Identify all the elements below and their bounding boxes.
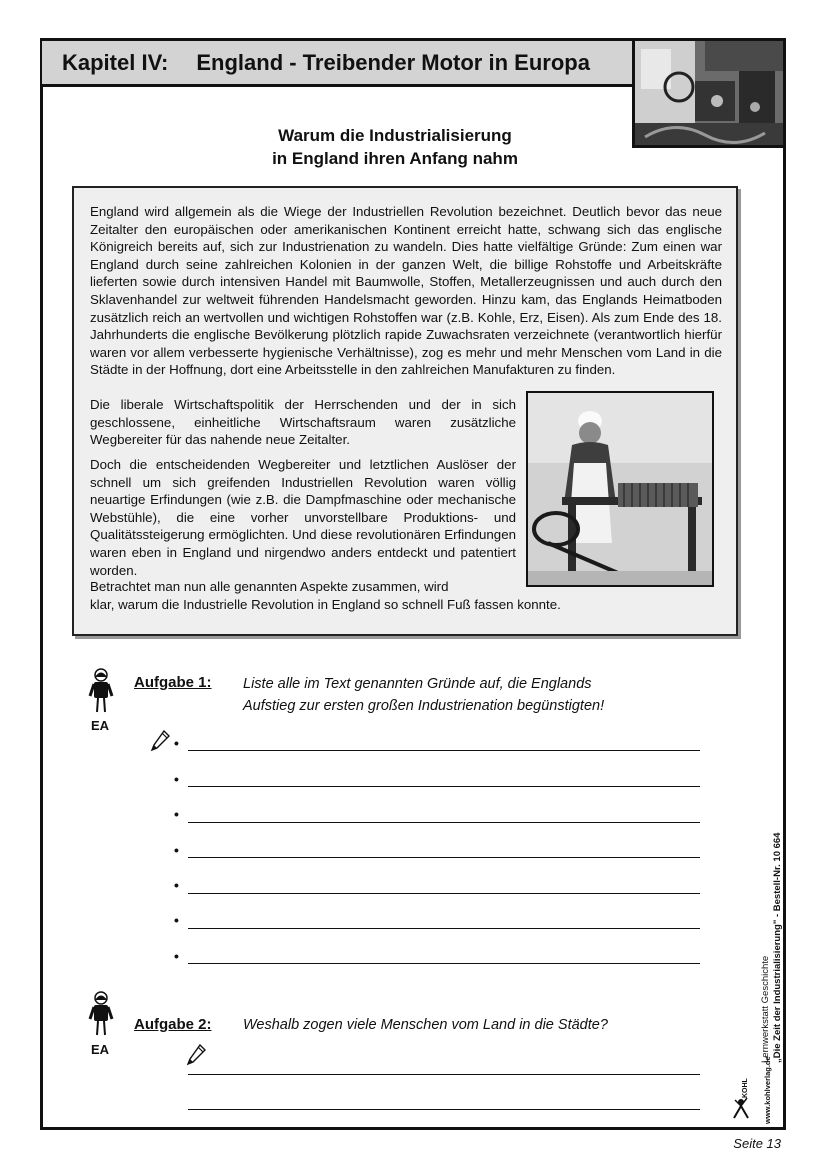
factory-illustration	[635, 41, 783, 145]
bullet-3: •	[174, 806, 179, 822]
bullet-5: •	[174, 877, 179, 893]
pencil-icon	[186, 1044, 206, 1066]
page-number: Seite 13	[733, 1136, 781, 1151]
answer-line-3[interactable]	[188, 822, 700, 823]
publisher-url: www.kohlverlag.de	[763, 1056, 772, 1124]
answer-line-6[interactable]	[188, 928, 700, 929]
paragraph-4-line-2: klar, warum die Industrielle Revolution in England so schnell Fuß fassen konnte.	[90, 596, 561, 612]
chapter-title: England - Treibender Motor in Europa	[196, 49, 590, 75]
ea-badge-1: EA	[91, 718, 110, 733]
ea-badge-2: EA	[91, 1042, 110, 1057]
subtitle-line-2: in England ihren Anfang nahm	[272, 149, 518, 168]
answer-line-8[interactable]	[188, 1074, 700, 1075]
factory-photo	[632, 38, 786, 148]
publisher-logo-text: KOHL	[742, 1078, 749, 1098]
subtitle-line-1: Warum die Industrialisierung	[278, 126, 512, 145]
paragraph-4-line-1: Betrachtet man nun alle genannten Aspekte zusammen, wird	[90, 579, 449, 594]
paragraph-2: Die liberale Wirtschaftspolitik der Herrschenden und der in sich geschlossene, einheitliche Wirtschaftsraum waren zusätzliche Wegbereiter für das nahende neue Zeitalter.	[90, 397, 516, 448]
bullet-2: •	[174, 771, 179, 787]
task-1-line-1: Liste alle im Text genannten Gründe auf, die Englands	[243, 676, 592, 692]
bullet-4: •	[174, 842, 179, 858]
answer-line-4[interactable]	[188, 857, 700, 858]
task-2-text: Weshalb zogen viele Menschen vom Land in die Städte?	[243, 1017, 608, 1033]
publisher-sidebar	[760, 833, 784, 1063]
chapter-header	[42, 41, 640, 87]
sidebar-line-1: Lernwerkstatt Geschichte	[760, 955, 771, 1063]
paragraph-3: Doch die entscheidenden Wegbereiter und letztlichen Auslöser der schnell um sich greifenden Industriellen Revolution waren völlig neuartige Erfindungen (wie z.B. die Dampfmaschine oder mechanische Webstühle), die eine vorher unvorstellbare Produktions- und Qualitätssteigerung ermöglichten. Und diese revolutionären Erfindungen waren eben in England und nirgendwo anders entdeckt und patentiert worden.	[90, 457, 516, 578]
answer-line-5[interactable]	[188, 893, 700, 894]
person-icon	[88, 991, 114, 1037]
section-subtitle	[200, 124, 590, 170]
chapter-label: Kapitel IV:	[62, 49, 169, 75]
bullet-1: •	[174, 735, 179, 751]
task-1-line-2: Aufstieg zur ersten großen Industrienation begünstigten!	[243, 698, 605, 714]
bullet-7: •	[174, 948, 179, 964]
task-2-title: Aufgabe 2:	[134, 1016, 212, 1033]
sidebar-line-2: „Die Zeit der Industrialisierung" - Bestell-Nr. 10 664	[772, 832, 783, 1063]
answer-line-7[interactable]	[188, 963, 700, 964]
weaver-illustration	[528, 393, 712, 585]
bullet-6: •	[174, 912, 179, 928]
task-1-title: Aufgabe 1:	[134, 674, 212, 691]
answer-line-9[interactable]	[188, 1109, 700, 1110]
answer-line-2[interactable]	[188, 786, 700, 787]
paragraph-1: England wird allgemein als die Wiege der Industriellen Revolution bezeichnet. Deutlich bevor das neue Zeitalter den europäischen oder amerikanischen Kontinent erreicht hatte, schwang sich das englische Königreich bereits auf, sich zur Industrienation zu wandeln. Dies hatte vielfältige Gründe: Zum einen war England durch seine zahlreichen Kolonien in der ganzen Welt, die billige Rohstoffe und Arbeitskräfte lieferten sowie durch intensiven Handel mit Baumwolle, Stoffen, Metallerzeugnissen und auch durch den Sklavenhandel zur weltweit führenden Handelsmacht geworden. Hinzu kam, das Englands Heimatboden zusätzlich reich an wertvollen und wichtigen Rohstoffen war (z.B. Kohle, Erz, Eisen). Als zum Ende des 18. Jahrhunderts die englische Bevölkerung plötzlich rapide Zuwachsraten verzeichnete (verantwortlich hierfür waren vor allem verbesserte hygienische Verhältnisse), zog es mehr und mehr Menschen vom Land in die Städte in der Hoffnung, dort eine Arbeitsstelle in den zahlreichen Manufakturen zu finden.	[90, 204, 722, 378]
task-1-text	[243, 673, 604, 717]
pencil-icon	[150, 730, 170, 752]
person-icon	[88, 668, 114, 714]
answer-line-1[interactable]	[188, 750, 700, 751]
weaver-photo	[526, 391, 714, 587]
